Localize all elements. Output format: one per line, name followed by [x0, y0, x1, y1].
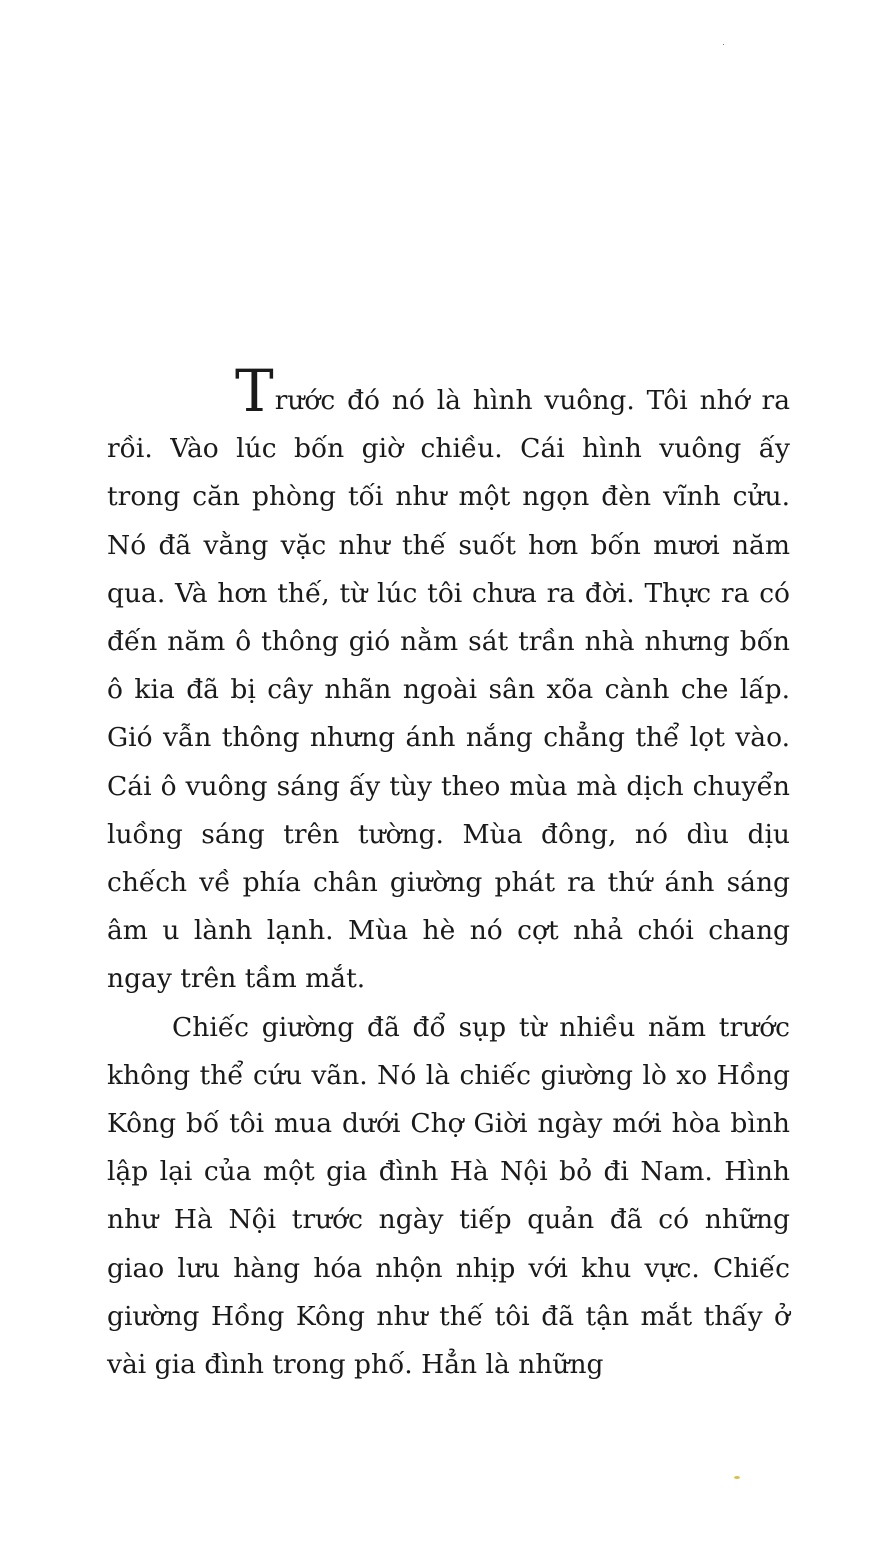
paragraph-1-text: rước đó nó là hình vuông. Tôi nhớ ra rồi. Vào lúc bốn giờ chiều. Cái hình vuông ấy trong căn phòng tối như một ngọn đèn vĩnh cửu. Nó đã vằng vặc như thế suốt hơn bốn mươi năm qua. Và hơn thế, từ lúc tôi chưa ra đời. Thực ra có đến năm ô thông gió nằm sát trần nhà nhưng bốn ô kia đã bị cây nhãn ngoài sân xõa cành che lấp. Gió vẫn thông nhưng ánh nắng chẳng thể lọt vào. Cái ô vuông sáng ấy tùy theo mùa mà dịch chuyển luồng sáng trên tường. Mùa đông, nó dìu dịu chếch về phía chân giường phát ra thứ ánh sáng âm u lành lạnh. Mùa hè nó cợt nhả chói chang ngay trên tầm mắt. — [107, 385, 790, 995]
scan-speck — [723, 44, 724, 45]
paragraph-2: Chiếc giường đã đổ sụp từ nhiều năm trước không thể cứu vãn. Nó là chiếc giường lò xo Hồng Kông bố tôi mua dưới Chợ Giời ngày mới hòa bình lập lại của một gia đình Hà Nội bỏ đi Nam. Hình như Hà Nội trước ngày tiếp quản đã có những giao lưu hàng hóa nhộn nhịp với khu vực. Chiếc giường Hồng Kông như thế tôi đã tận mắt thấy ở vài gia đình trong phố. Hẳn là những — [107, 1011, 790, 1381]
drop-cap: T — [235, 357, 274, 425]
body-text — [107, 357, 790, 1389]
paragraph-1 — [107, 357, 790, 1004]
yellow-speck — [734, 1476, 740, 1479]
